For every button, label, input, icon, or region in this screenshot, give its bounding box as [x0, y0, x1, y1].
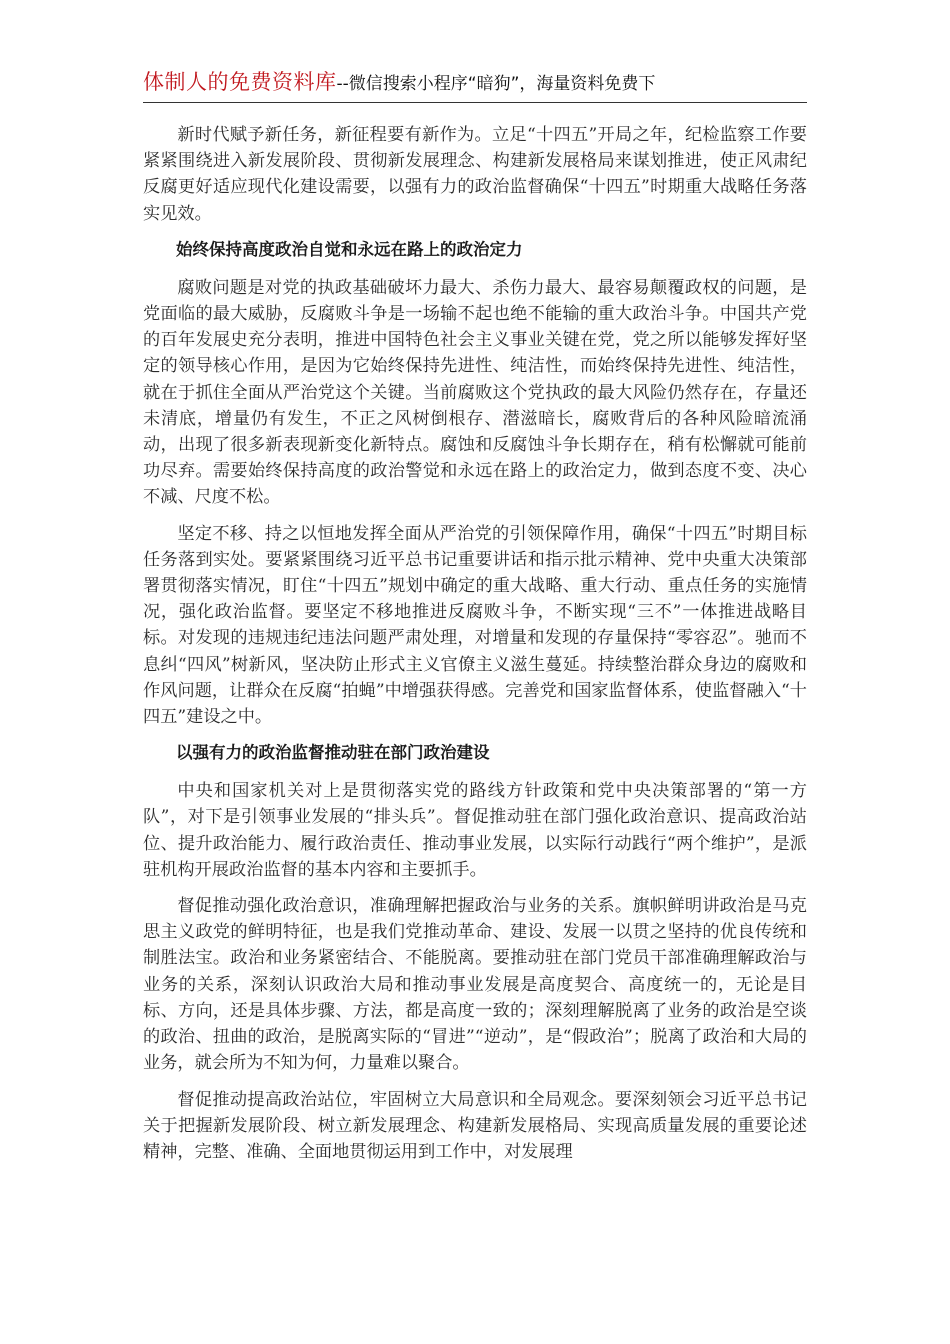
paragraph: 中央和国家机关对上是贯彻落实党的路线方针政策和党中央决策部署的“第一方队”，对下是引领事业发展的“排头兵”。督促推动驻在部门强化政治意识、提高政治站位、提升政治能力、履行政治责任、推动事业发展，以实际行动践行“两个维护”，是派驻机构开展政治监督的基本内容和主要抓手。	[143, 781, 807, 880]
section-heading: 以强有力的政治监督推动驻在部门政治建设	[176, 743, 490, 763]
page-header	[143, 64, 807, 103]
header-brand: 体制人的免费资料库	[143, 70, 337, 94]
paragraph: 督促推动强化政治意识，准确理解把握政治与业务的关系。旗帜鲜明讲政治是马克思主义政党的鲜明特征，也是我们党推动革命、建设、发展一以贯之坚持的优良传统和制胜法宝。政治和业务紧密结合、不能脱离。要推动驻在部门党员干部准确理解政治与业务的关系，深刻认识政治大局和推动事业发展是高度契合、高度统一的，无论是目标、方向，还是具体步骤、方法，都是高度一致的；深刻理解脱离了业务的政治是空谈的政治、扭曲的政治，是脱离实际的“冒进”“逆动”，是“假政治”；脱离了政治和大局的业务，就会所为不知为何，力量难以聚合。	[143, 896, 807, 1074]
paragraph: 新时代赋予新任务，新征程要有新作为。立足“十四五”开局之年，纪检监察工作要紧紧围绕进入新发展阶段、贯彻新发展理念、构建新发展格局来谋划推进，使正风肃纪反腐更好适应现代化建设需要，以强有力的政治监督确保“十四五”时期重大战略任务落实见效。	[143, 125, 807, 224]
paragraph: 坚定不移、持之以恒地发挥全面从严治党的引领保障作用，确保“十四五”时期目标任务落到实处。要紧紧围绕习近平总书记重要讲话和指示批示精神、党中央重大决策部署贯彻落实情况，盯住“十四五”规划中确定的重大战略、重大行动、重点任务的实施情况，强化政治监督。要坚定不移地推进反腐败斗争，不断实现“三不”一体推进战略目标。对发现的违规违纪违法问题严肃处理，对增量和发现的存量保持“零容忍”。驰而不息纠“四风”树新风，坚决防止形式主义官僚主义滋生蔓延。持续整治群众身边的腐败和作风问题，让群众在反腐“拍蝇”中增强获得感。完善党和国家监督体系，使监督融入“十四五”建设之中。	[143, 523, 807, 728]
paragraph: 腐败问题是对党的执政基础破坏力最大、杀伤力最大、最容易颠覆政权的问题，是党面临的最大威胁，反腐败斗争是一场输不起也绝不能输的重大政治斗争。中国共产党的百年发展史充分表明，推进中国特色社会主义事业关键在党，党之所以能够发挥好坚定的领导核心作用，是因为它始终保持先进性、纯洁性，而始终保持先进性、纯洁性，就在于抓住全面从严治党这个关键。当前腐败这个党执政的最大风险仍然存在，存量还未清底，增量仍有发生，不正之风树倒根存、潜滋暗长，腐败背后的各种风险暗流涌动，出现了很多新表现新变化新特点。腐蚀和反腐蚀斗争长期存在，稍有松懈就可能前功尽弃。需要始终保持高度的政治警觉和永远在路上的政治定力，做到态度不变、决心不减、尺度不松。	[143, 277, 807, 508]
paragraph: 督促推动提高政治站位，牢固树立大局意识和全局观念。要深刻领会习近平总书记关于把握新发展阶段、树立新发展理念、构建新发展格局、实现高质量发展的重要论述精神，完整、准确、全面地贯彻运用到工作中，对发展理	[143, 1089, 807, 1162]
document-body	[143, 122, 807, 1175]
section-heading: 始终保持高度政治自觉和永远在路上的政治定力	[176, 239, 523, 259]
header-tagline: --微信搜索小程序“暗狗”，海量资料免费下	[336, 74, 656, 94]
